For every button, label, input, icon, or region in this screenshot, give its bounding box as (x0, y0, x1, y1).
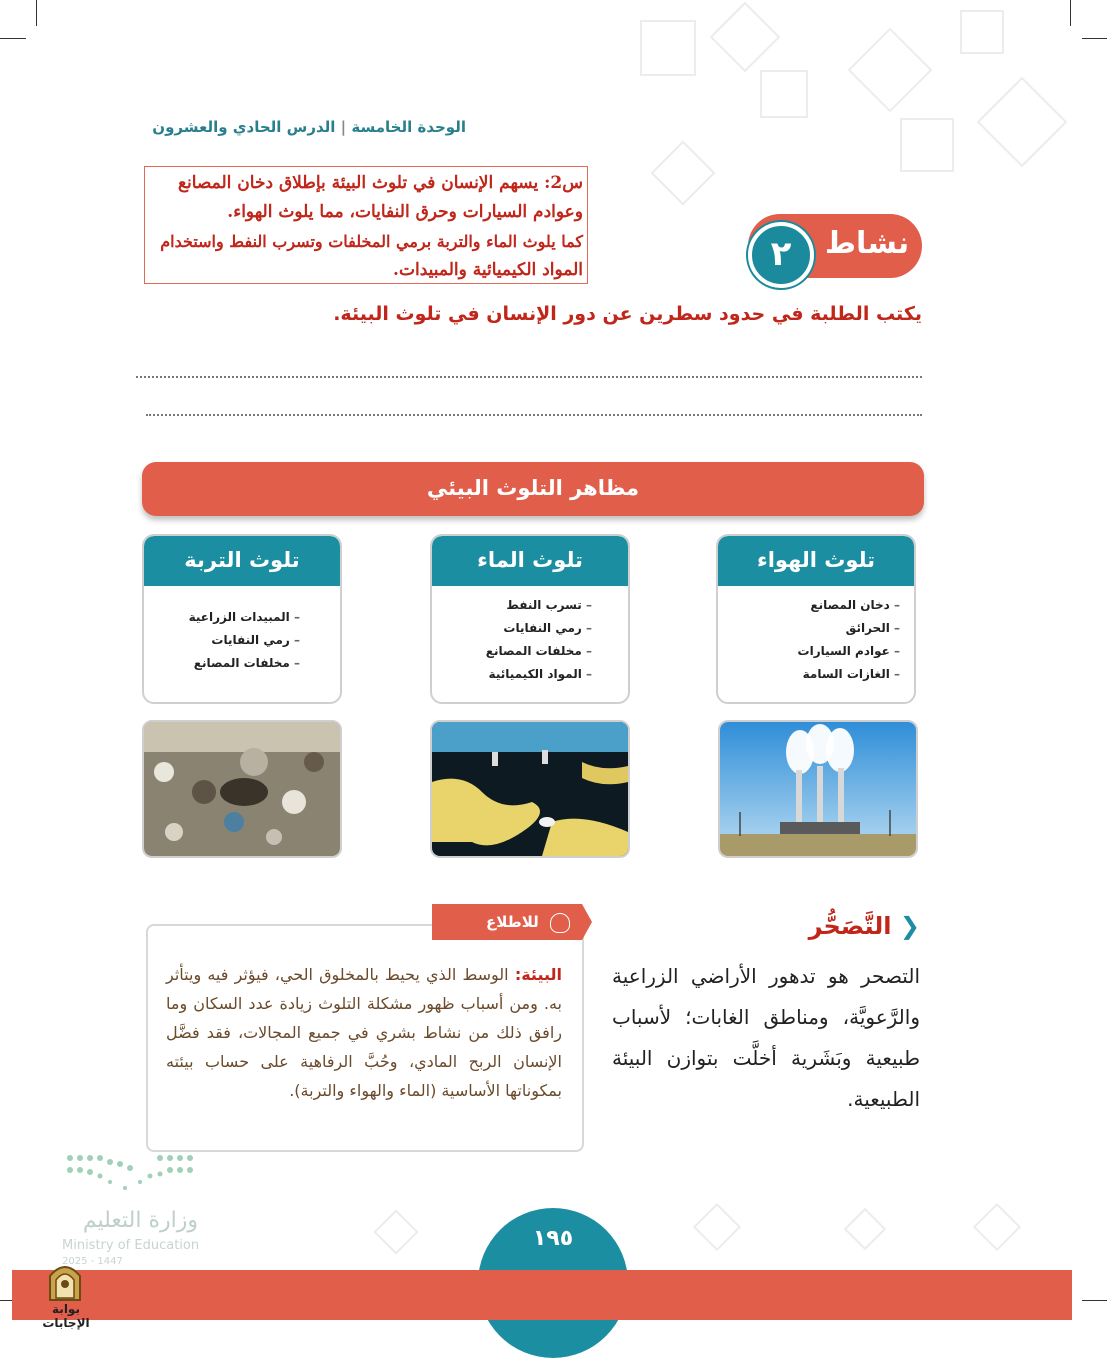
oil-spill-illustration (432, 722, 628, 856)
background-pattern (760, 70, 808, 118)
list-item: – الغازات السامة (728, 663, 900, 686)
info-tab (432, 904, 582, 940)
list-item: – دخان المصانع (728, 594, 900, 617)
crop-mark (1082, 38, 1107, 39)
background-pattern (650, 140, 715, 205)
landfill-image (142, 720, 342, 858)
background-pattern (848, 28, 933, 113)
list-item: – رمي النفايات (154, 629, 300, 652)
card-title: تلوث الهواء (718, 536, 914, 586)
landfill-illustration (144, 722, 340, 856)
ministry-name-ar: وزارة التعليم (82, 1208, 198, 1233)
ministry-logo-dots (64, 1150, 198, 1198)
background-pattern (900, 118, 954, 172)
background-pattern (640, 20, 696, 76)
info-tab-arrow (582, 904, 592, 940)
list-item: – المبيدات الزراعية (154, 606, 300, 629)
pollution-banner: مظاهر التلوث البيئي (142, 462, 924, 516)
chevron-left-icon: ❮ (899, 912, 920, 940)
background-pattern (844, 1208, 886, 1250)
activity-instruction: يكتب الطلبة في حدود سطرين عن دور الإنسان في تلوث البيئة. (333, 303, 922, 325)
unit-title: الوحدة الخامسة (351, 118, 466, 136)
writing-line[interactable] (136, 376, 922, 378)
card-air-pollution (716, 534, 916, 704)
answer-line: كما يلوث الماء والتربة برمي المخلفات وتسرب النفط واستخدام (160, 232, 583, 251)
background-pattern (693, 1203, 741, 1251)
page-number: ١٩٥ (532, 1226, 574, 1251)
ministry-year: 2025 - 1447 (62, 1256, 123, 1267)
portal-logo-icon (44, 1258, 86, 1302)
portal-emblem (44, 1258, 86, 1302)
list-item: – مخلفات المصانع (442, 640, 592, 663)
footer-bar (12, 1270, 1072, 1320)
desertification-title (760, 912, 920, 940)
card-water-pollution (430, 534, 630, 704)
info-tab-label: للاطلاع (485, 913, 539, 931)
answer-box (144, 166, 588, 284)
info-key: البيئة: (514, 965, 562, 984)
list-item: – المواد الكيميائية (442, 663, 592, 686)
desertification-heading: التَّصَحُّر (808, 912, 892, 940)
card-title: تلوث الماء (432, 536, 628, 586)
list-item: – رمي النفايات (442, 617, 592, 640)
desertification-text: التصحر هو تدهور الأراضي الزراعية والرَّعويَّة، ومناطق الغابات؛ لأسباب طبيعية وبَشَرية أخلَّت بتوازن البيئة الطبيعية. (612, 964, 920, 1111)
list-item: – عوادم السيارات (728, 640, 900, 663)
list-item: – تسرب النفط (442, 594, 592, 617)
crop-mark (0, 38, 26, 39)
background-pattern (373, 1209, 418, 1254)
background-pattern (710, 2, 781, 73)
ministry-name-en: Ministry of Education (62, 1238, 200, 1253)
crop-mark (1082, 1300, 1107, 1301)
lesson-title: الدرس الحادي والعشرون (152, 118, 336, 136)
list-item: – مخلفات المصانع (154, 652, 300, 675)
info-text (166, 960, 562, 1105)
lesson-header (136, 118, 466, 136)
factory-smoke-illustration (720, 722, 916, 856)
card-list (432, 586, 628, 686)
info-body: الوسط الذي يحيط بالمخلوق الحي، فيؤثر فيه ويتأثر به. ومن أسباب ظهور مشكلة التلوث زيادة عدد السكان وما رافق ذلك من نشاط بشري في جميع المجالات، فقد فضَّل الإنسان الربح المادي، وحُبَّ الرفاهية على حساب بيئته بمكوناتها الأساسية (الماء والهواء والتربة). (166, 965, 562, 1100)
crop-mark (1070, 0, 1071, 26)
answer-line: المواد الكيميائية والمبيدات. (393, 260, 583, 280)
background-pattern (973, 1203, 1021, 1251)
ministry-logo-icon (64, 1150, 198, 1198)
oil-spill-image (430, 720, 630, 858)
lightbulb-icon (550, 913, 570, 933)
header-separator: | (340, 118, 347, 136)
writing-line[interactable] (146, 414, 922, 416)
activity-number: ٢ (748, 222, 814, 288)
background-pattern (960, 10, 1004, 54)
portal-label: بوابة الإجابات (42, 1302, 90, 1330)
list-item: – الحرائق (728, 617, 900, 640)
card-list (718, 586, 914, 686)
background-pattern (977, 77, 1068, 168)
card-soil-pollution (142, 534, 342, 704)
factory-smoke-image (718, 720, 918, 858)
card-list (144, 586, 340, 675)
crop-mark (36, 0, 37, 26)
answer-line: س2: يسهم الإنسان في تلوث البيئة بإطلاق دخان المصانع (177, 173, 583, 193)
card-title: تلوث التربة (144, 536, 340, 586)
answer-line: وعوادم السيارات وحرق النفايات، مما يلوث الهواء. (227, 202, 583, 222)
activity-label: نشاط (824, 226, 910, 261)
